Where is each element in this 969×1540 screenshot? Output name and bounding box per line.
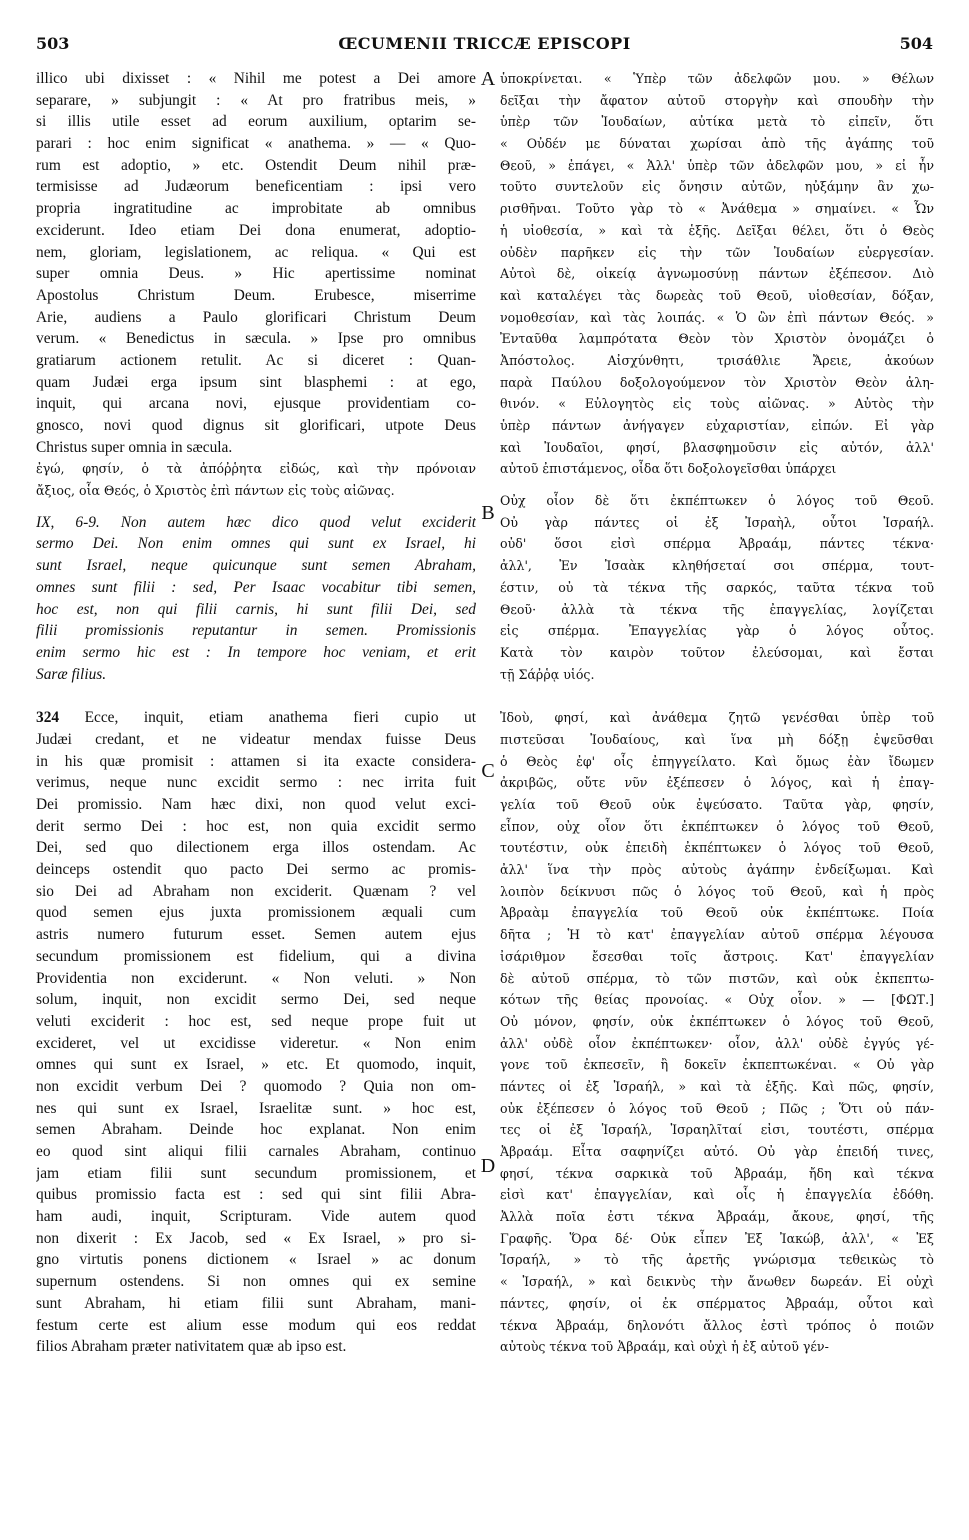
text-line: οὐκ ἐξέπεσεν ὁ λόγος τοῦ Θεοῦ ; Πῶς ; Ὅτι οὐ πάν- — [500, 1100, 934, 1116]
text-line: Ἀβραάμ. Εἶτα σαφηνίζει αὐτό. Οὐ γὰρ ἐπειδή τινες, — [500, 1144, 934, 1159]
greek-block-1 — [500, 68, 934, 480]
text-line: έστιν, οὐ τὰ τέκνα τῆς σαρκός, ταῦτα τέκνα τοῦ — [500, 579, 934, 595]
text-line: ἀλλ' οὐδὲ οἷον ἐκπέπτωκεν· οἷον, ἀλλ' οὐδὲ ἐγγύς γέ- — [500, 1035, 934, 1051]
text-line: Ἀπόστολος. Αἰσχύνθητι, τρισάθλιε Ἄρειε, ἀκούων — [500, 352, 934, 368]
text-line: οὐδ' ὅσοι εἰσὶ σπέρμα Ἀβραάμ, πάντες τέκνα· — [500, 536, 934, 552]
text-line: separare, » subjungit : « At pro fratribus meis, » — [36, 91, 476, 109]
text-line: exciderunt. Ideo etiam Dei dona enumerat, adoptio- — [36, 221, 476, 239]
text-line: super omnia Deus. » Hic apertissime nominat — [36, 265, 476, 283]
text-line: αὐτοὺς τέκνα τοῦ Ἀβραάμ, καὶ οὐχὶ ἡ ἐξ αὐτοῦ γέν- — [500, 1339, 829, 1355]
text-line: Κατὰ τὸν καιρὸν τοῦτον ἐλεύσομαι, καὶ ἔσται — [500, 644, 934, 660]
text-line: Οὐ γὰρ πάντες οἱ ἐξ Ἰσραὴλ, οὗτοι Ἰσραήλ. — [500, 514, 934, 530]
text-line: omnes qui sunt ex Israel, » etc. Et quomodo, inquit, — [36, 1056, 476, 1074]
text-line: τοῦτο συντελοῦν εἰς ὄνησιν αὐτῶν, ηὐξάμην ἂν χω- — [500, 179, 934, 195]
text-line: non excidit verbum Dei ? quomodo ? Quia non om- — [36, 1077, 476, 1095]
text-line: Arie, audiens a Paulo glorificari Christum Deum — [36, 308, 476, 326]
text-line: derit sermo Dei : hoc est, non quia excidit sermo — [36, 817, 476, 835]
page-number-right: 504 — [899, 34, 933, 53]
text-line: Ἐνταῦθα λαμπρότατα Θεὸν τὸν Χριστὸν ὀνομάζει ὁ — [500, 331, 934, 347]
text-line: τες οἱ ἐξ Ἰσραήλ, Ἰσραηλῖταί εἰσι, τουτέστι, σπέρμα — [500, 1122, 934, 1138]
text-line: gno virtutis ponens dictionem « Israel » ac donum — [36, 1251, 476, 1269]
text-line: sio Dei ad Abraham non exciderit. Quænam ? vel — [36, 882, 476, 900]
text-line: τέκνα Ἀβραάμ, δηλονότι ἄλλος ἐστὶ τρόπος ὁ ποιῶν — [500, 1317, 934, 1333]
greek-column — [500, 68, 934, 1358]
text-line: Θεοῦ, » ἐπάγει, « Ἀλλ' ὑπὲρ τῶν ἀδελφῶν μου, » εἰ ἦν — [500, 157, 934, 173]
text-line: veluti exciderit : hoc est, sed neque prope fuit ut — [36, 1012, 476, 1030]
text-line: εἰσὶ κατ' ἐπαγγελίαν, καὶ οἷς ἡ ἐπαγγελία ἐδόθη. — [500, 1187, 934, 1203]
text-line: δὲ αὐτοῦ σπέρμα, τὸ τῶν πιστῶν, καὶ οὐκ ἐκπεπτω- — [500, 970, 934, 986]
text-line: deinceps ostendit quo pacto Dei sermo ac promis- — [36, 861, 476, 879]
text-line: ὁ Θεὸς ἐφ' οἷς ἐπηγγείλατο. Καὶ ὅμως ἐὰν ἴδωμεν — [500, 753, 934, 769]
text-line: astris numero futurum esset. Semen autem ejus — [36, 926, 476, 944]
latin-block-1 — [36, 68, 476, 458]
text-line: δεῖξαι τὴν ἄφατον αὐτοῦ στοργὴν καὶ σπουδὴν τὴν — [500, 92, 934, 108]
text-line: in his quæ promisit : attamen si ita exacte considera- — [36, 752, 476, 770]
text-line: φησί, τέκνα σαρκικὰ τοῦ Ἀβραάμ, ἤδη καὶ τέκνα — [500, 1165, 934, 1181]
text-line: θινόν. « Εὐλογητὸς εἰς τοὺς αἰῶνας. » Αὐτὸς τὴν — [500, 396, 934, 412]
running-title: ŒCUMENII TRICCÆ EPISCOPI — [338, 34, 631, 53]
text-line: πάντες οἱ ἐξ Ἰσραήλ, » καὶ τὰ ἑξῆς. Καὶ πῶς, φησίν, — [500, 1078, 934, 1094]
section-marker-c: C — [481, 760, 495, 782]
text-line: verum. « Benedictus in sæcula. » Ipse pro omnibus — [36, 330, 476, 348]
text-line: IX, 6-9. Non autem hæc dico quod velut exciderit — [36, 513, 476, 531]
running-header — [36, 34, 933, 60]
text-line: Ἀλλὰ ποῖα ἐστι τέκνα Ἀβραάμ, ἄκουε, φησί, τῆς — [500, 1209, 934, 1225]
text-line: ρισθῆναι. Τοῦτο γὰρ τὸ « Ἀνάθεμα » σημαίνει. « Ὧν — [500, 201, 934, 217]
text-line: filii promissionis reputantur in semen. Promissionis — [36, 622, 476, 640]
text-line: αὐτοῦ ἐπιστάμενος, οἶδα ὅτι δοξολογεῖσθαι ὑπάρχει — [500, 461, 837, 477]
section-marker-d: D — [480, 1155, 496, 1177]
latin-greek-overflow — [36, 458, 476, 501]
text-line: supernum ostendens. Si non omnes qui ex semine — [36, 1273, 476, 1291]
latin-scripture — [36, 512, 476, 686]
text-line: quam Judæi erga ipsum sint blasphemi : at ego, — [36, 373, 476, 391]
text-line: secundum promissionem est fidelium, qui a divina — [36, 947, 476, 965]
text-line: semen Abraham. Deinde hoc explanat. Non enim — [36, 1121, 476, 1139]
text-line: παρὰ Παύλου δοξολογούμενον τὸν Χριστὸν Θεὸν ἀλη- — [500, 374, 934, 390]
text-line: sunt Israel, neque quicunque sunt semen Abraham, — [36, 557, 476, 575]
text-line: ἐγώ, φησίν, ὁ τὰ ἀπόῤῥητα εἰδώς, καὶ τὴν πρόνοιαν — [36, 461, 476, 477]
text-line: ἄξιος, οἷα Θεός, ὁ Χριστὸς ἐπὶ πάντων εἰς τοὺς αἰῶνας. — [36, 483, 395, 499]
text-line: ὑπὲρ πάντων ἀνήγαγεν εὐχαριστίαν, εἰπών. Εἰ γὰρ — [500, 418, 934, 433]
text-line: quibus promissio facta est : sed qui sint filii Abra- — [36, 1186, 476, 1204]
text-line: propria ingratitudine ac improbitate ab omnibus — [36, 200, 476, 218]
text-line: Οὐ μόνον, φησίν, οὐκ ἐκπέπτωκεν ὁ λόγος τοῦ Θεοῦ, — [500, 1013, 934, 1029]
text-line: illico ubi dixisset : « Nihil me potest a Dei amore — [36, 70, 476, 87]
text-line: καὶ καταλέγει τὰς δωρεὰς τοῦ Θεοῦ, υἱοθεσίαν, δόξαν, — [500, 287, 934, 303]
text-line: Θεοῦ· ἀλλὰ τὰ τέκνα τῆς ἐπαγγελίας, λογίζεται — [500, 601, 934, 617]
text-line: non dixerit : Ex Jacob, sed « Ex Israel, » pro si- — [36, 1229, 476, 1247]
text-line: ἀλλ', Ἐν Ἰσαὰκ κληθήσεταί σοι σπέρμα, τουτ- — [500, 558, 934, 574]
text-line: ἀλλ' ἵνα τὴν πρὸς αὐτοὺς ἀγάπην ἐνδείξωμαι. Καὶ — [500, 862, 934, 878]
text-line: « Οὐδέν με δύναται χωρίσαι ἀπὸ τῆς ἀγάπης τοῦ — [500, 136, 934, 152]
text-line: δῆτα ; Ἡ τὸ κατ' ἐπαγγελίαν αὐτοῦ σπέρμα λέγουσα — [500, 927, 934, 943]
text-line: τουτέστιν, οὐκ ἐπειδὴ ἐκπέπτωκεν ὁ λόγος τοῦ Θεοῦ, — [500, 840, 934, 856]
text-line: Judæi credant, et ne videatur mendax fuisse Deus — [36, 730, 476, 748]
section-marker-b: B — [481, 502, 495, 524]
text-line: γελία τοῦ Θεοῦ οὐκ ἐψεύσατο. Ταῦτα γὰρ, φησίν, — [500, 797, 934, 812]
text-line: rum est adoptio, » etc. Ostendit Deum nihil præ- — [36, 156, 476, 174]
text-line: sunt Abraham, hi etiam filii sunt Abraham, mani- — [36, 1294, 476, 1312]
section-marker-a: A — [480, 68, 496, 90]
text-line: quod semen ejus juxta promissionem æquali cum — [36, 904, 476, 922]
text-line: eo quod sint aliqui filii carnales Abraham, continuo — [36, 1143, 476, 1160]
text-line: ὑποκρίνεται. « Ὑπὲρ τῶν ἀδελφῶν μου. » Θέλων — [500, 71, 934, 86]
text-line: Οὐχ οἷον δὲ ὅτι ἐκπέπτωκεν ὁ λόγος τοῦ Θεοῦ. — [500, 493, 934, 509]
text-line: λοιπὸν δείκνυσι πῶς ὁ λόγος τοῦ Θεοῦ, καὶ ἡ πρὸς — [500, 883, 934, 899]
text-line: « Ἰσραήλ, » καὶ δεικνὺς τὴν ἄνωθεν δωρεάν. Εἰ οὐχὶ — [500, 1274, 934, 1290]
text-line: ἡ υἱοθεσία, » καὶ τὰ ἑξῆς. Δεῖξαι θέλει, ὅτι ὁ Θεὸς — [500, 222, 934, 238]
text-line: κότων τῆς θείας προνοίας. « Οὐχ οἷον. » — [ΦΩΤ.] — [500, 992, 934, 1008]
text-line: jam etiam filii sunt secundum promissionem, et — [36, 1164, 476, 1182]
text-line: solum, inquit, non excidit sermo Dei, sed neque — [36, 991, 476, 1009]
text-line: εἶπον, οὐχ οἷον ὅτι ἐκπέπτωκεν ὁ λόγος τοῦ Θεοῦ, — [500, 818, 934, 834]
text-line: festum certe est alium esse modum qui eos reddat — [36, 1316, 476, 1334]
text-line: Dei promissio. Nam hæc dixi, non quod velut exci- — [36, 796, 476, 813]
text-line: enim sermo hic est : In tempore hoc veniam, et erit — [36, 643, 476, 661]
greek-commentary — [500, 707, 934, 1358]
text-line: Γραφῆς. Ὅρα δέ· Οὐκ εἶπεν Ἐξ Ἰακώβ, ἀλλ', « Ἐξ — [500, 1230, 934, 1246]
text-line: termisisse ad Judæorum beneficentiam : ipsi vero — [36, 178, 476, 196]
text-line: Ἰδοὺ, φησί, καὶ ἀνάθεμα ζητῶ γενέσθαι ὑπὲρ τοῦ — [500, 710, 934, 726]
latin-commentary-first-text: Ecce, inquit, etiam anathema fieri cupio ut — [59, 709, 476, 727]
text-line: nes qui sunt ex Israel, Israelitæ sunt. » hoc est, — [36, 1099, 476, 1117]
latin-column — [36, 68, 476, 1358]
text-line: ham audi, inquit, Scripturam. Vide autem quod — [36, 1208, 476, 1226]
text-line: πιστεῦσαι Ἰουδαίους, καὶ ἵνα μὴ δόξῃ ἐψεῦσθαι — [500, 731, 934, 747]
text-line: γονε τοῦ ἐκπεσεῖν, ἢ δοκεῖν ἐκπεπτωκέναι. « Οὐ γὰρ — [500, 1057, 934, 1073]
text-line: parari : hoc enim significat « anathema. » — « Quo- — [36, 135, 476, 153]
latin-commentary — [36, 729, 476, 1358]
text-line: gnosco, novi quod dignus sit glorificari, utpote Deus — [36, 417, 476, 434]
text-line: gratiarum actionem retulit. Ac si diceret : Quan- — [36, 351, 476, 369]
section-number: 324 — [36, 709, 60, 727]
text-line: Αὐτοὶ δὲ, οἰκείᾳ ἀγνωμοσύνῃ πάντων ἐξέπεσον. Διὸ — [500, 266, 934, 282]
text-line: ὑπὲρ τῶν Ἰουδαίων, αὐτίκα μετὰ τὸ εἰπεῖν, ὅτι — [500, 114, 934, 130]
text-line: Saræ filius. — [36, 665, 107, 683]
text-line: Ἰσραήλ, » τὸ τῆς ἀρετῆς γνώρισμα τεθεικὼς τὸ — [500, 1252, 934, 1268]
text-line: εἰς σπέρμα. Ἐπαγγελίας γὰρ ὁ λόγος οὗτος. — [500, 623, 934, 639]
text-line: si illis utile esset ad eorum auxilium, optarim se- — [36, 113, 476, 131]
text-line: sermo Dei. Non enim omnes qui sunt ex Israel, hi — [36, 535, 476, 553]
text-line: ἰσάριθμον ἔσεσθαι τοῖς ἄστροις. Κατ' ἐπαγγελίαν — [500, 948, 934, 964]
text-line: hoc est, non qui filii carnis, hi sunt filii Dei, sed — [36, 600, 476, 618]
text-line: filios Abraham præter nativitatem quæ ab ipso est. — [36, 1338, 347, 1356]
text-line: Ἀβραὰμ ἐπαγγελία τοῦ Θεοῦ οὐκ ἐκπέπτωκε. Ποία — [500, 905, 934, 921]
text-line: ἀκριβῶς, οὔτε νῦν ἐξέπεσεν ὁ λόγος, καὶ ἡ ἐπαγ- — [500, 775, 934, 791]
text-line: omnes sunt filii : sed, Per Isaac vocabitur tibi semen, — [36, 578, 476, 596]
greek-scripture — [500, 490, 934, 685]
text-line: Apostolus Christum Deum. Erubesce, miserrime — [36, 286, 476, 304]
text-line: πάντες, φησίν, οἱ ἐκ σπέρματος Ἀβραάμ, οὗτοι καὶ — [500, 1295, 934, 1311]
text-line: nem, gloriam, legislationem, ac reliqua. « Qui est — [36, 243, 476, 261]
text-line: Christus super omnia in sæcula. — [36, 438, 233, 456]
text-line: νομοθεσίαν, καὶ τὰς λοιπάς. « Ὁ ὢν ἐπὶ πάντων Θεός. » — [500, 309, 934, 325]
text-line: καὶ Ἰουδαῖοι, φησί, βλασφημοῦσιν εἰς αὐτόν, ἀλλ' — [500, 439, 934, 455]
page-number-left: 503 — [36, 34, 70, 53]
latin-commentary-first-line — [36, 707, 476, 729]
text-line: Dei, sed quo dilectionem erga illos ostendam. Ac — [36, 839, 476, 857]
text-line: verimus, neque nunc excidit sermo : nec irrita fuit — [36, 774, 476, 792]
text-line: excideret, vel ut excidisse videretur. « Non enim — [36, 1034, 476, 1052]
text-line: Providentia non exciderunt. « Non veluti. » Non — [36, 969, 476, 987]
text-line: inquit, qui arcana novi, ejusque providentiam co- — [36, 395, 476, 413]
text-line: τῇ Σάῤῥᾳ υἱός. — [500, 666, 595, 682]
text-line: οὐδὲν παρῆκεν εἰς τὴν τῶν Ἰουδαίων εὐεργεσίαν. — [500, 244, 934, 260]
